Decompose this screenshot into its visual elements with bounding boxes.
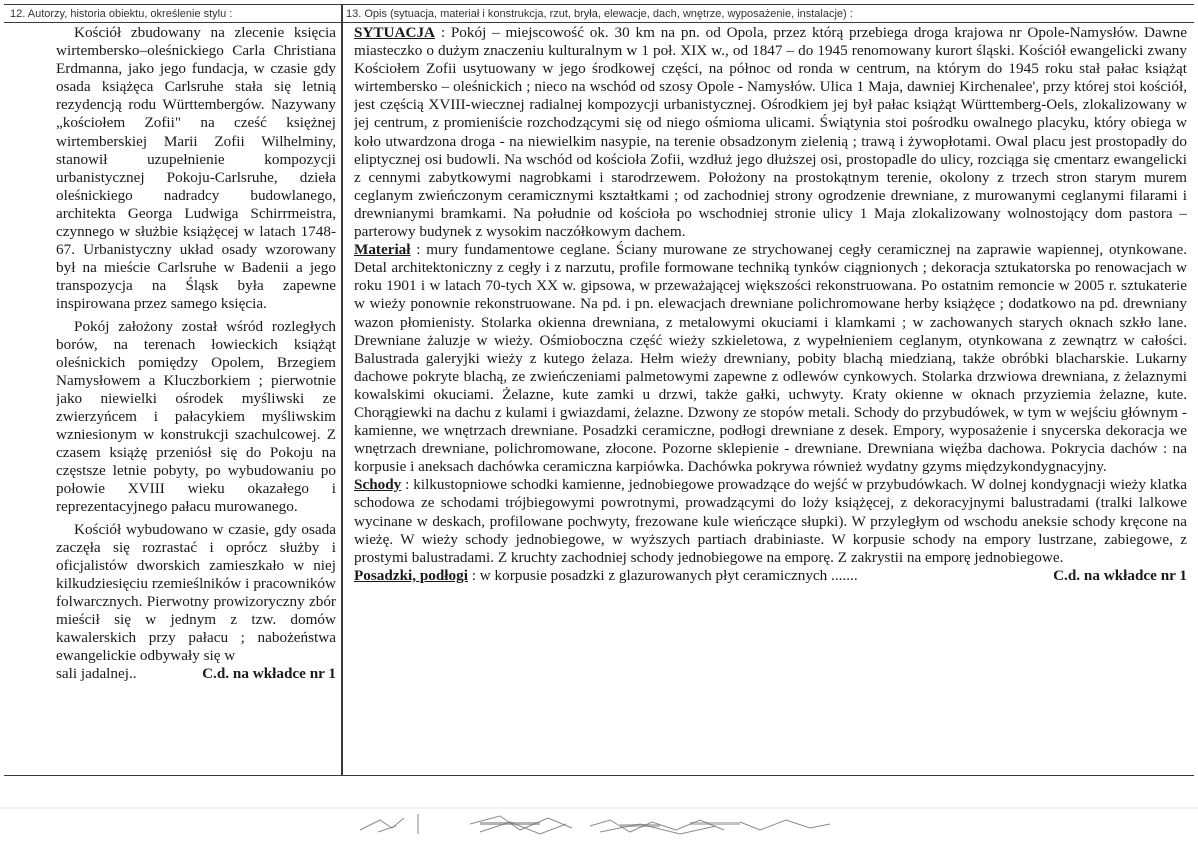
top-border xyxy=(4,4,1194,5)
column-divider xyxy=(341,4,343,776)
history-paragraph: Kościół zbudowany na zlecenie księcia wirtembersko–oleśnickiego Carla Christiana Erdmanna, jako jego fundacja, w czasie gdy osada książęca Carlsruhe stała się letnią rezydencją rodu Württembergów. Nazywany „kościołem Zofii" na cześć księżnej wirtemberskiej Marii Zofii Wilhelminy, stanowił uzupełnienie kompozycji urbanistycznej Pokoju-Carlsruhe, dzieła oleśnickiego nadradcy budowlanego, architekta Georga Ludwiga Schirrmeistra, czynnego w służbie książęcej w latach 1748-67. Urbanistyczny układ osady wzorowany był na mieście Carlsruhe w Badenii a jego transpozycja na Śląsk była zapewne inspirowana przez samego księcia. xyxy=(56,24,336,313)
material-text: : mury fundamentowe ceglane. Ściany murowane ze strychowanej cegły ceramicznej na zaprawie wapiennej, otynkowane. Detal architektoniczny z cegły i z narzutu, profile formowane techniką tynków ciągnionych ; dekoracja sztukatorska po renowacjach w roku 1901 i w latach 70-tych XX w. gipsowa, w przeważającej większości rekonstruowana. Po ostatnim remoncie w 2005 r. sztukaterie w wieży ponownie rekonstruowane. Na pd. i pn. elewacjach drewniane polichromowane herby książęce ; dodatkowo na pd. drewniany wazon płomienisty. Stolarka okienna drewniana, z metalowymi okuciami i klamkami ; w zachowanych starych oknach szkło lane. Drewniane żaluzje w wieży. Ośmioboczna część wieży szkieletowa, z wypełnieniem ceglanym, otynkowana z zewnątrz w całości. Balustrada galeryjki wieży z kutego żelaza. Hełm wieży drewniany, pobity blachą miedzianą, także obróbki blacharskie. Lukarny dachowe pokryte blachą, ze zwieńczeniami palmetowymi zapewne z odlewów cynkowych. Stolarka drzwiowa drewniana, z żelaznymi kowalskimi okuciami. Żelazne, kute zamki u drzwi, także gałki, uchwyty. Kraty okienne w oknach przyziemia żelazne, kute. Chorągiewki na dachu z kulami i gwiazdami, żelazne. Dzwony ze stopów metali. Schody do przybudówek, w tym w wejściu głównym - kamienne, we wnętrzach drewniane. Posadzki ceramiczne, podłogi drewniane z desek. Empory, wyposażenie i snycerska dekoracja we wnętrzach drewniane, polichromowane, złocone. Pozorne sklepienie - drewniane. Drewniana więźba dachowa. Pokrycia dachów : na korpusie i aneksach dachówka ceramiczna karpiówka. Dachówka pokrywa również wydatny gzyms międzykondygnacyjny. xyxy=(354,241,1187,476)
stairs-paragraph xyxy=(354,476,1187,566)
situation-paragraph xyxy=(354,24,1187,241)
description-section-header: 13. Opis (sytuacja, materiał i konstrukcja, rzut, bryła, elewacje, dach, wnętrze, wyposażenie, instalacje) : xyxy=(346,8,853,20)
floors-text: : w korpusie posadzki z glazurowanych płyt ceramicznych ....... xyxy=(467,566,858,584)
description-section xyxy=(354,24,1187,585)
header-rule xyxy=(4,22,1194,23)
history-last-text: sali jadalnej.. xyxy=(56,665,137,683)
continued-note: C.d. na wkładce nr 1 xyxy=(1053,566,1187,584)
stairs-text: : kilkustopniowe schodki kamienne, jednobiegowe prowadzące do wejść w przybudówkach. W dolnej kondygnacji wieży klatka schodowa ze schodami trójbiegowymi powrotnymi, prowadzącymi do loży książęcej, z dekoracyjnymi balustradami (tralki lalkowe wycinane w deskach, profilowane pochwyty, frezowane kule wieńczące słupki). W przyległym od wschodu aneksie schody kręcone na wieżę. W wieży schody jednobiegowe, w wyższych partiach drabiniaste. W korpusie schody na empory lustrzane, zabiegowe, z prostymi balustradami. Z kruchty zachodniej schody jednobiegowe na emporę. Z zakrystii na emporę jednobiegowe. xyxy=(354,476,1187,566)
history-section-header: 12. Autorzy, historia obiektu, określenie stylu : xyxy=(10,8,233,20)
material-paragraph xyxy=(354,241,1187,476)
stairs-label: Schody xyxy=(354,476,402,494)
history-section xyxy=(56,24,336,683)
floors-paragraph xyxy=(354,567,858,585)
situation-text: : Pokój – miejscowość ok. 30 km na pn. od Opola, przez którą przebiega droga krajowa nr Opole-Namysłów. Dawne miasteczko o dużym znaczeniu kulturalnym w 1 poł. XIX w., od 1847 – do 1945 renomowany kurort śląski. Kościół ewangelicki zwany Kościołem Zofii usytuowany w jego środkowej części, na północ od ronda w centrum, na którym do 1945 roku stał pałac książąt wirtembersko – oleśnickich ; nieco na wschód od szosy Opole - Namysłów. Ulica 1 Maja, dawniej Kirchenalee', przy której stoi kościół, jest częścią XVIII-wiecznej radialnej kompozycji urbanistycznej. Ośrodkiem jej był pałac książąt Württemberg-Oels, zlokalizowany w jej centrum, z promieniście rozchodzącymi się od niego ośmioma ulicami. Świątynia stoi pośrodku owalnego placyku, który obiega w koło utwardzona droga - na niewielkim nasypie, na terenie obsadzonym zielenią ; trawą i żywopłotami. Owal placu jest prostopadły do eliptycznej osi budowli. Na wschód od kościoła Zofii, wzdłuż jego dłuższej osi, prostopadle do ulicy, rozciąga się cmentarz ewangelicki z cennymi zabytkowymi nagrobkami i starodrzewem. Położony na prostokątnym terenie, okolony z trzech stron starym murem ceglanym zwieńczonym ceramicznymi kształtkami ; od zachodniej strony ogrodzenie drewniane, z murowanymi ceglanymi filarami i drewnianymi bramkami. Na południe od kościoła po wschodniej stronie ulicy 1 Maja zlokalizowany wolnostojący dom pastora – parterowy budynek z wysokim naczółkowym dachem. xyxy=(354,24,1187,241)
history-paragraph: Pokój założony został wśród rozległych borów, na terenach łowieckich książąt oleśnickich pomiędzy Opolem, Brzegiem Namysłowem a Kluczborkiem ; pierwotnie jako niewielki ośrodek myśliwski ze zwierzyńcem i pałacykiem myśliwskim wzniesionym w konstrukcji szachulcowej. Z czasem książę przeniósł się do Pokoju na częstsze letnie pobyty, po wybudowaniu po połowie XVIII wieku okazałego i reprezentacyjnego pałacu murowanego. xyxy=(56,317,336,516)
floors-label: Posadzki, podłogi xyxy=(354,566,468,584)
document-sheet xyxy=(4,4,1194,776)
history-paragraph: Kościół wybudowano w czasie, gdy osada zaczęła się rozrastać i oprócz służby i oficjalistów dworskich zamieszkało w niej kilkudziesięciu rzemieślników i pracowników folwarcznych. Pierwotny prowizoryczny zbór mieścił się w jednym z tzw. domów kawalerskich przy pałacu ; nabożeństwa ewangelickie odbywały się w xyxy=(56,520,336,665)
continued-note: C.d. na wkładce nr 1 xyxy=(202,665,336,683)
history-last-line xyxy=(56,665,336,683)
material-label: Materiał xyxy=(354,241,411,259)
bottom-border xyxy=(4,775,1194,776)
situation-label: SYTUACJA xyxy=(354,24,436,41)
scan-artifact xyxy=(0,780,1198,850)
floors-last-line xyxy=(354,567,1187,585)
